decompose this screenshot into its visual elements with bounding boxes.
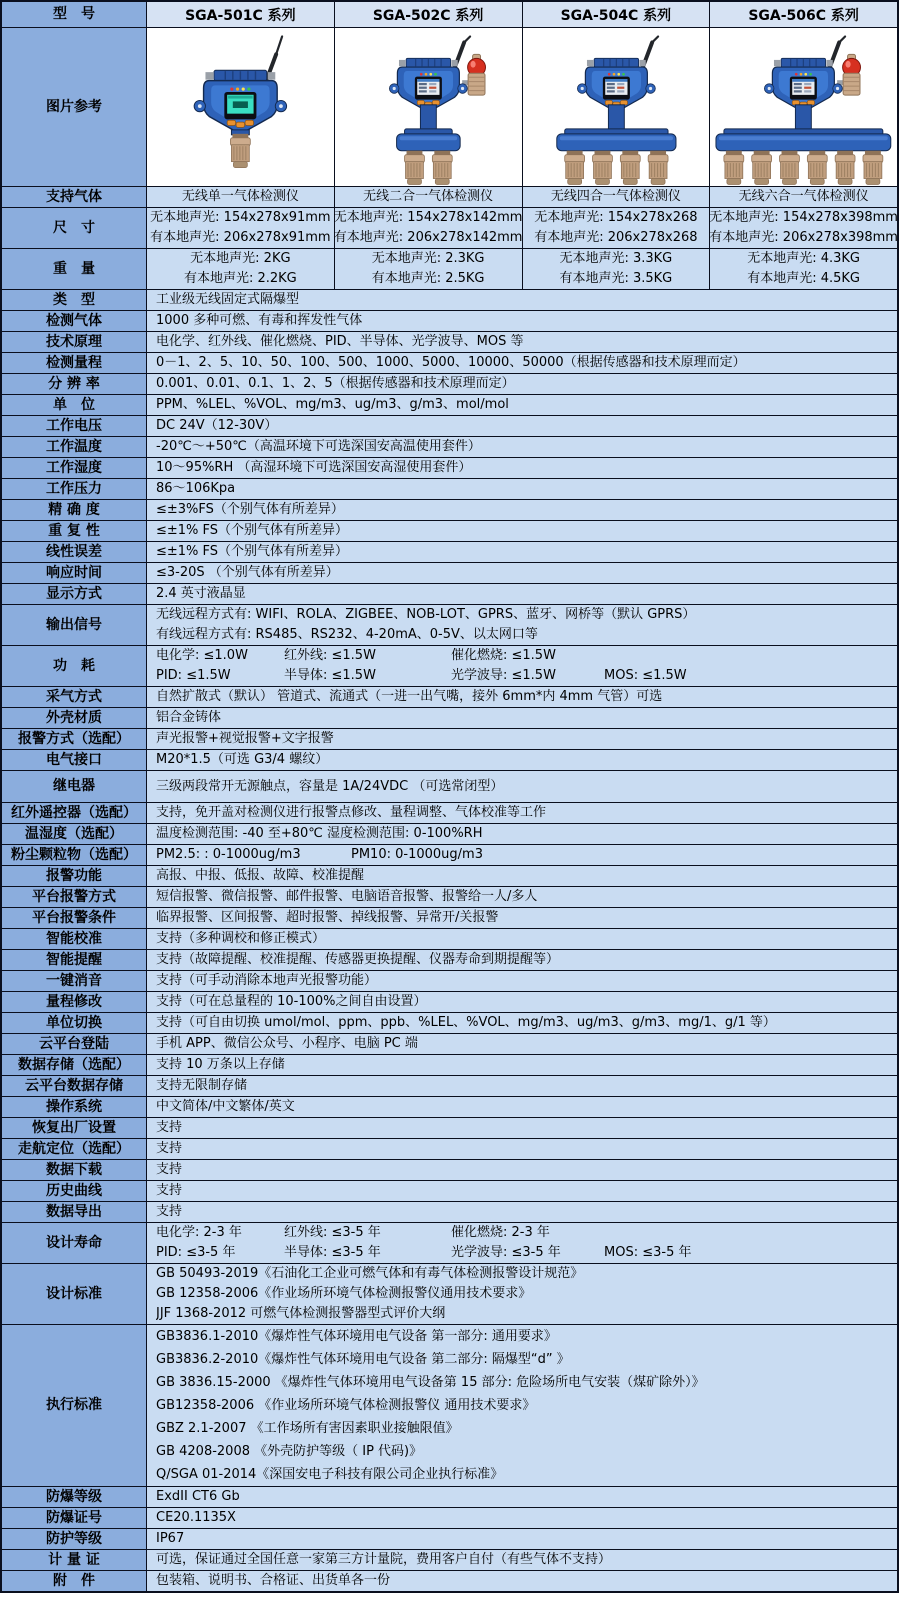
gas-sensor-head: [564, 151, 584, 185]
spec-text: 无线单一气体检测仪: [181, 189, 299, 204]
row-value-accessories: [147, 1571, 897, 1591]
spec-text: 可选，保证通过全国任意一家第三方计量院，费用客户自付（有些气体不支持）: [156, 1552, 612, 1567]
spec-text: 有本地声光: 2.5KG: [371, 271, 485, 286]
spec-row-pressure: [2, 479, 897, 500]
model-header-label: 型 号: [2, 2, 147, 27]
spec-text: 0.001、0.01、0.1、1、2、5（根据传感器和技术原理而定）: [156, 376, 515, 391]
row-label-supported-gas: 支持气体: [2, 187, 147, 207]
spec-text: 1000 多种可燃、有毒和挥发性气体: [156, 313, 363, 328]
row-value-metrology-cert: [147, 1550, 897, 1570]
spec-text: 支持（可在总量程的 10-100%之间自由设置）: [156, 994, 427, 1009]
row-label-relay: 继电器: [2, 771, 147, 802]
spec-text: 无本地声光: 154x278x91mm: [150, 210, 331, 225]
spec-text: 支持: [156, 1162, 183, 1177]
row-label-unit: 单 位: [2, 395, 147, 415]
spec-row-nav-location: [2, 1139, 897, 1160]
product-photo-sga-504c: [523, 28, 711, 186]
gas-sensor-head: [592, 151, 612, 185]
row-label-pressure: 工作压力: [2, 479, 147, 499]
spec-text: ≤3-20S （个别气体有所差异）: [156, 565, 339, 580]
row-cells: [147, 187, 897, 207]
spec-text: 无线远程方式有: WIFI、ROLA、ZIGBEE、NOB-LOT、GPRS、蓝牙、网桥等（默认 GPRS）: [156, 607, 696, 622]
spec-cell-supported-gas-1: [147, 187, 335, 207]
spec-text: 支持（可手动消除本地声光报警功能）: [156, 973, 378, 988]
spec-text: 有本地声光: 206x278x142mm: [333, 230, 523, 245]
spec-text: 无本地声光: 154x278x142mm: [333, 210, 523, 225]
row-label-weight: 重 量: [2, 249, 147, 289]
row-value-dust: [147, 845, 897, 865]
spec-text: 短信报警、微信报警、邮件报警、电脑语音报警、报警给一人/多人: [156, 889, 538, 904]
model-header-3: SGA-504C 系列: [523, 2, 711, 27]
row-value-smart-calibration: [147, 929, 897, 949]
spec-row-explosion-class: [2, 1487, 897, 1508]
spec-row-linearity: [2, 542, 897, 563]
spec-row-electrical-interface: [2, 750, 897, 771]
spec-row-protection-class: [2, 1529, 897, 1550]
row-value-unit-switch: [147, 1013, 897, 1033]
spec-text: 支持 10 万条以上存储: [156, 1057, 285, 1072]
spec-row-platform-alarm-mode: [2, 887, 897, 908]
spec-row-sampling: [2, 687, 897, 708]
spec-text: GB3836.1-2010《爆炸性气体环境用电气设备 第一部分: 通用要求》: [156, 1329, 557, 1344]
spec-row-principle: [2, 332, 897, 353]
spec-text-segment: PM10: 0-1000ug/m3: [351, 847, 483, 862]
row-value-housing: [147, 708, 897, 728]
spec-text: 2.4 英寸液晶显: [156, 586, 246, 601]
spec-text: 无本地声光: 3.3KG: [559, 251, 673, 266]
row-value-pressure: [147, 479, 897, 499]
spec-text: GB 4208-2008 《外壳防护等级（ IP 代码)》: [156, 1444, 423, 1459]
product-photo-sga-502c: [335, 28, 523, 186]
spec-row-factory-reset: [2, 1118, 897, 1139]
spec-text: PPM、%LEL、%VOL、mg/m3、ug/m3、g/m3、mol/mol: [156, 397, 509, 412]
spec-row-housing: [2, 708, 897, 729]
spec-cell-weight-2: [335, 249, 523, 289]
row-label-type: 类 型: [2, 290, 147, 310]
spec-text: ≤±3%FS（个别气体有所差异）: [156, 502, 344, 517]
row-label-sampling: 采气方式: [2, 687, 147, 707]
spec-row-smart-calibration: [2, 929, 897, 950]
row-value-temp-humidity: [147, 824, 897, 844]
spec-text: 支持（多种调校和修正模式）: [156, 931, 326, 946]
row-value-accuracy: [147, 500, 897, 520]
row-value-power: [147, 646, 897, 686]
row-value-display: [147, 584, 897, 604]
spec-cell-dimensions-2: [335, 208, 523, 248]
row-label-smart-reminder: 智能提醒: [2, 950, 147, 970]
spec-row-relay: [2, 771, 897, 803]
spec-text: 包装箱、说明书、合格证、出货单各一份: [156, 1573, 391, 1588]
row-value-alarm-function: [147, 866, 897, 886]
spec-text: GB3836.2-2010《爆炸性气体环境用电气设备 第二部分: 隔爆型“d” 》: [156, 1352, 570, 1367]
row-value-platform-alarm-condition: [147, 908, 897, 928]
spec-text: M20*1.5（可选 G3/4 螺纹）: [156, 752, 329, 767]
product-photo-sga-501c: [147, 28, 335, 186]
spec-text: 有本地声光: 206x278x398mm: [709, 230, 898, 245]
row-value-nav-location: [147, 1139, 897, 1159]
gas-sensor-head: [835, 151, 855, 185]
row-label-dust: 粉尘颗粒物（选配）: [2, 845, 147, 865]
row-value-alarm-mode: [147, 729, 897, 749]
row-value-range-modify: [147, 992, 897, 1012]
image-row: [2, 28, 897, 187]
row-value-data-storage: [147, 1055, 897, 1075]
row-label-explosion-class: 防爆等级: [2, 1487, 147, 1507]
row-value-type: [147, 290, 897, 310]
spec-text: 支持无限制存储: [156, 1078, 248, 1093]
spec-text: 无本地声光: 4.3KG: [747, 251, 861, 266]
row-cells: [147, 208, 897, 248]
row-label-dimensions: 尺 寸: [2, 208, 147, 248]
spec-text: 支持: [156, 1141, 183, 1156]
spec-row-range: [2, 353, 897, 374]
row-value-temperature: [147, 437, 897, 457]
spec-text-segment: 催化燃烧: ≤1.5W: [451, 648, 556, 663]
spec-cell-weight-1: [147, 249, 335, 289]
spec-text: 无线四合一气体检测仪: [550, 189, 681, 204]
row-label-output-signal: 输出信号: [2, 605, 147, 645]
row-label-exec-standard: 执行标准: [2, 1325, 147, 1486]
row-value-resolution: [147, 374, 897, 394]
spec-text: 铝合金铸体: [156, 710, 222, 725]
row-label-history-curve: 历史曲线: [2, 1181, 147, 1201]
spec-text: 10～95%RH （高湿环境下可选深国安高湿使用套件）: [156, 460, 472, 475]
row-label-design-life: 设计寿命: [2, 1223, 147, 1263]
spec-text: GBZ 2.1-2007 《工作场所有害因素职业接触限值》: [156, 1421, 459, 1436]
gas-sensor-head: [724, 151, 744, 185]
spec-row-unit-switch: [2, 1013, 897, 1034]
row-label-metrology-cert: 计 量 证: [2, 1550, 147, 1570]
spec-cell-supported-gas-4: [710, 187, 897, 207]
spec-cell-supported-gas-2: [335, 187, 523, 207]
row-value-data-export: [147, 1202, 897, 1222]
row-value-sampling: [147, 687, 897, 707]
spec-rows: [2, 187, 897, 1591]
spec-text: 无线六合一气体检测仪: [738, 189, 869, 204]
spec-row-range-modify: [2, 992, 897, 1013]
row-label-nav-location: 走航定位（选配）: [2, 1139, 147, 1159]
spec-row-resolution: [2, 374, 897, 395]
spec-row-data-storage: [2, 1055, 897, 1076]
spec-text: 声光报警+视觉报警+文字报警: [156, 731, 334, 746]
spec-text: DC 24V（12-30V）: [156, 418, 278, 433]
spec-row-humidity: [2, 458, 897, 479]
row-value-smart-reminder: [147, 950, 897, 970]
model-header-2: SGA-502C 系列: [335, 2, 523, 27]
spec-text: 86～106Kpa: [156, 481, 236, 496]
spec-row-design-standard: [2, 1264, 897, 1325]
row-value-protection-class: [147, 1529, 897, 1549]
spec-text-segment: 催化燃烧: 2-3 年: [451, 1225, 550, 1240]
row-label-temp-humidity: 温湿度（选配）: [2, 824, 147, 844]
gas-sensor-head: [648, 151, 668, 185]
row-value-detect-gas: [147, 311, 897, 331]
row-label-design-standard: 设计标准: [2, 1264, 147, 1324]
spec-text: 三级两段常开无源触点，容量是 1A/24VDC （可选常闭型）: [156, 779, 504, 794]
spec-text: GB 50493-2019《石油化工企业可燃气体和有毒气体检测报警设计规范》: [156, 1266, 584, 1281]
spec-row-platform-alarm-condition: [2, 908, 897, 929]
spec-text: 有本地声光: 206x278x268: [534, 230, 698, 245]
spec-text: [156, 1223, 897, 1243]
product-image-cells: [147, 28, 897, 186]
spec-text: 温度检测范围: -40 至+80℃ 湿度检测范围: 0-100%RH: [156, 826, 483, 841]
spec-text-segment: PID: ≤3-5 年: [156, 1245, 236, 1260]
row-value-output-signal: [147, 605, 897, 645]
row-value-explosion-cert: [147, 1508, 897, 1528]
spec-row-voltage: [2, 416, 897, 437]
spec-row-design-life: [2, 1223, 897, 1264]
spec-text: ≤±1% FS（个别气体有所差异）: [156, 544, 349, 559]
spec-text: 支持: [156, 1183, 183, 1198]
row-value-exec-standard: [147, 1325, 897, 1486]
spec-text-segment: 电化学: 2-3 年: [156, 1225, 242, 1240]
spec-row-dust: [2, 845, 897, 866]
row-value-os: [147, 1097, 897, 1117]
spec-row-response-time: [2, 563, 897, 584]
gas-sensor-head: [230, 134, 250, 168]
row-label-alarm-mode: 报警方式（选配）: [2, 729, 147, 749]
row-label-explosion-cert: 防爆证号: [2, 1508, 147, 1528]
spec-cell-weight-4: [710, 249, 897, 289]
row-label-voltage: 工作电压: [2, 416, 147, 436]
spec-text: 无本地声光: 154x278x398mm: [709, 210, 898, 225]
spec-text: 无本地声光: 2.3KG: [371, 251, 485, 266]
spec-row-unit: [2, 395, 897, 416]
spec-text: 电化学、红外线、催化燃烧、PID、半导体、光学波导、MOS 等: [156, 334, 524, 349]
spec-text: [156, 845, 897, 865]
row-label-platform-alarm-mode: 平台报警方式: [2, 887, 147, 907]
spec-text: 有本地声光: 4.5KG: [747, 271, 861, 286]
spec-text: 支持，免开盖对检测仪进行报警点修改、量程调整、气体校准等工作: [156, 805, 547, 820]
row-label-mute: 一键消音: [2, 971, 147, 991]
gas-sensor-head: [863, 151, 883, 185]
spec-row-accessories: [2, 1571, 897, 1591]
row-label-housing: 外壳材质: [2, 708, 147, 728]
spec-text-segment: 光学波导: ≤3-5 年: [451, 1245, 561, 1260]
spec-row-smart-reminder: [2, 950, 897, 971]
row-label-os: 操作系统: [2, 1097, 147, 1117]
spec-row-data-export: [2, 1202, 897, 1223]
spec-row-accuracy: [2, 500, 897, 521]
spec-text: ExdII CT6 Gb: [156, 1489, 240, 1504]
row-value-cloud-storage: [147, 1076, 897, 1096]
row-label-platform-alarm-condition: 平台报警条件: [2, 908, 147, 928]
row-label-power: 功 耗: [2, 646, 147, 686]
spec-row-output-signal: [2, 605, 897, 646]
row-value-range: [147, 353, 897, 373]
row-value-explosion-class: [147, 1487, 897, 1507]
spec-text: Q/SGA 01-2014《深国安电子科技有限公司企业执行标准》: [156, 1467, 504, 1482]
spec-row-mute: [2, 971, 897, 992]
spec-text-segment: 电化学: ≤1.0W: [156, 648, 248, 663]
spec-text: 支持（可自由切换 umol/mol、ppm、ppb、%LEL、%VOL、mg/m3、ug/m3、g/m3、mg/1、g/1 等）: [156, 1015, 776, 1030]
spec-text-segment: 红外线: ≤1.5W: [284, 648, 376, 663]
spec-text: GB12358-2006 《作业场所环境气体检测报警仪 通用技术要求》: [156, 1398, 536, 1413]
spec-text: CE20.1135X: [156, 1510, 236, 1525]
spec-text: 支持: [156, 1120, 183, 1135]
row-value-design-life: [147, 1223, 897, 1263]
row-value-data-download: [147, 1160, 897, 1180]
spec-row-cloud-storage: [2, 1076, 897, 1097]
spec-text: GB 3836.15-2000 《爆炸性气体环境用电气设备第 15 部分: 危险场所电气安装（煤矿除外）》: [156, 1375, 705, 1390]
row-label-alarm-function: 报警功能: [2, 866, 147, 886]
row-label-accuracy: 精 确 度: [2, 500, 147, 520]
spec-text: 支持: [156, 1204, 183, 1219]
spec-row-cloud-login: [2, 1034, 897, 1055]
model-header-4: SGA-506C 系列: [710, 2, 897, 27]
spec-text: 有本地声光: 3.5KG: [559, 271, 673, 286]
spec-row-repeatability: [2, 521, 897, 542]
row-label-response-time: 响应时间: [2, 563, 147, 583]
spec-row-weight: [2, 249, 897, 290]
spec-text-segment: PID: ≤1.5W: [156, 668, 231, 683]
row-value-repeatability: [147, 521, 897, 541]
row-value-linearity: [147, 542, 897, 562]
row-label-cloud-login: 云平台登陆: [2, 1034, 147, 1054]
spec-text-segment: 半导体: ≤1.5W: [284, 668, 376, 683]
spec-text: [156, 666, 897, 686]
row-label-factory-reset: 恢复出厂设置: [2, 1118, 147, 1138]
spec-row-type: [2, 290, 897, 311]
row-value-design-standard: [147, 1264, 897, 1324]
spec-text-segment: MOS: ≤1.5W: [604, 668, 687, 683]
spec-text: 有线远程方式有: RS485、RS232、4-20mA、0-5V、以太网口等: [156, 627, 538, 642]
spec-cell-dimensions-3: [523, 208, 711, 248]
spec-row-exec-standard: [2, 1325, 897, 1487]
row-label-electrical-interface: 电气接口: [2, 750, 147, 770]
spec-text: 0－1、2、5、10、50、100、500、1000、5000、10000、50000（根据传感器和技术原理而定）: [156, 355, 746, 370]
spec-cell-supported-gas-3: [523, 187, 711, 207]
spec-row-metrology-cert: [2, 1550, 897, 1571]
spec-text: 有本地声光: 206x278x91mm: [150, 230, 331, 245]
row-label-display: 显示方式: [2, 584, 147, 604]
row-label-data-export: 数据导出: [2, 1202, 147, 1222]
spec-text-segment: PM2.5: : 0-1000ug/m3: [156, 847, 301, 862]
spec-text: 无本地声光: 2KG: [190, 251, 291, 266]
gas-sensor-head: [404, 151, 424, 185]
model-header-1: SGA-501C 系列: [147, 2, 335, 27]
spec-row-alarm-function: [2, 866, 897, 887]
spec-text: 支持（故障提醒、校准提醒、传感器更换提醒、仪器寿命到期提醒等）: [156, 952, 560, 967]
gas-sensor-head: [620, 151, 640, 185]
row-label-unit-switch: 单位切换: [2, 1013, 147, 1033]
row-value-history-curve: [147, 1181, 897, 1201]
row-value-principle: [147, 332, 897, 352]
row-label-data-download: 数据下载: [2, 1160, 147, 1180]
row-value-unit: [147, 395, 897, 415]
spec-text: 手机 APP、微信公众号、小程序、电脑 PC 端: [156, 1036, 418, 1051]
spec-cell-dimensions-4: [710, 208, 897, 248]
model-header-row: [2, 2, 897, 28]
row-label-detect-gas: 检测气体: [2, 311, 147, 331]
row-label-accessories: 附 件: [2, 1571, 147, 1591]
row-value-mute: [147, 971, 897, 991]
spec-cell-dimensions-1: [147, 208, 335, 248]
row-label-resolution: 分 辨 率: [2, 374, 147, 394]
spec-text: 有本地声光: 2.2KG: [183, 271, 297, 286]
spec-row-history-curve: [2, 1181, 897, 1202]
row-value-ir-remote: [147, 803, 897, 823]
row-label-humidity: 工作湿度: [2, 458, 147, 478]
spec-text: 无线二合一气体检测仪: [363, 189, 494, 204]
spec-row-data-download: [2, 1160, 897, 1181]
row-value-cloud-login: [147, 1034, 897, 1054]
spec-text: [156, 646, 897, 666]
spec-text: JJF 1368-2012 可燃气体检测报警器型式评价大纲: [156, 1306, 446, 1321]
spec-text: 临界报警、区间报警、超时报警、掉线报警、异常开/关报警: [156, 910, 499, 925]
spec-text-segment: 红外线: ≤3-5 年: [284, 1225, 381, 1240]
spec-text: ≤±1% FS（个别气体有所差异）: [156, 523, 349, 538]
row-value-humidity: [147, 458, 897, 478]
spec-row-temp-humidity: [2, 824, 897, 845]
row-label-repeatability: 重 复 性: [2, 521, 147, 541]
spec-text-segment: MOS: ≤3-5 年: [604, 1245, 692, 1260]
spec-text-segment: 光学波导: ≤1.5W: [451, 668, 556, 683]
row-value-voltage: [147, 416, 897, 436]
row-label-smart-calibration: 智能校准: [2, 929, 147, 949]
gas-sensor-head: [780, 151, 800, 185]
gas-sensor-head: [752, 151, 772, 185]
spec-row-temperature: [2, 437, 897, 458]
spec-text: IP67: [156, 1531, 185, 1546]
row-label-temperature: 工作温度: [2, 437, 147, 457]
row-label-range-modify: 量程修改: [2, 992, 147, 1012]
spec-row-os: [2, 1097, 897, 1118]
row-label-cloud-storage: 云平台数据存储: [2, 1076, 147, 1096]
row-cells: [147, 249, 897, 289]
row-label-data-storage: 数据存储（选配）: [2, 1055, 147, 1075]
spec-text: 自然扩散式（默认） 管道式、流通式（一进一出气嘴，接外 6mm*内 4mm 气管）可选: [156, 689, 663, 704]
spec-text: [156, 1243, 897, 1263]
image-row-label: 图片参考: [2, 28, 147, 186]
product-photo-sga-506c: [710, 28, 897, 186]
row-value-platform-alarm-mode: [147, 887, 897, 907]
row-value-response-time: [147, 563, 897, 583]
row-value-relay: [147, 771, 897, 802]
spec-text: 无本地声光: 154x278x268: [534, 210, 698, 225]
row-label-ir-remote: 红外遥控器（选配）: [2, 803, 147, 823]
row-value-factory-reset: [147, 1118, 897, 1138]
spec-row-explosion-cert: [2, 1508, 897, 1529]
spec-row-power: [2, 646, 897, 687]
spec-text: 工业级无线固定式隔爆型: [156, 292, 300, 307]
spec-row-display: [2, 584, 897, 605]
spec-text: 高报、中报、低报、故障、校准提醒: [156, 868, 365, 883]
row-value-electrical-interface: [147, 750, 897, 770]
gas-sensor-head: [432, 151, 452, 185]
spec-text: GB 12358-2006《作业场所环境气体检测报警仪通用技术要求》: [156, 1286, 532, 1301]
row-label-protection-class: 防护等级: [2, 1529, 147, 1549]
spec-row-supported-gas: [2, 187, 897, 208]
model-header-cells: [147, 2, 897, 27]
spec-cell-weight-3: [523, 249, 711, 289]
row-label-range: 检测量程: [2, 353, 147, 373]
spec-row-dimensions: [2, 208, 897, 249]
spec-row-alarm-mode: [2, 729, 897, 750]
spec-row-ir-remote: [2, 803, 897, 824]
spec-text: -20℃～+50℃（高温环境下可选深国安高温使用套件）: [156, 439, 481, 454]
gas-sensor-head: [808, 151, 828, 185]
spec-text-segment: 半导体: ≤3-5 年: [284, 1245, 381, 1260]
row-label-principle: 技术原理: [2, 332, 147, 352]
row-label-linearity: 线性误差: [2, 542, 147, 562]
spec-row-detect-gas: [2, 311, 897, 332]
spec-text: 中文简体/中文繁体/英文: [156, 1099, 295, 1114]
